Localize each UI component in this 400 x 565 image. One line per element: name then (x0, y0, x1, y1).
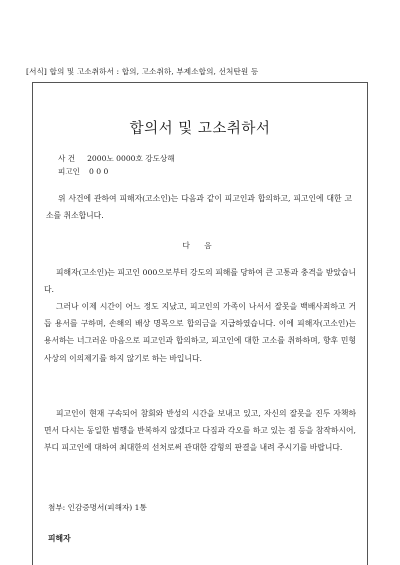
body-text: 피해자(고소인)는 피고인 000으로부터 강도의 피해를 당하여 큰 고통과 충격을 받았습니다. (44, 268, 356, 295)
case-label: 사 건 (58, 154, 76, 163)
document-title: 합의서 및 고소취하서 (129, 121, 271, 137)
defendant-row (58, 166, 108, 177)
defendant-label: 피고인 (58, 167, 81, 176)
attachment-line: 첨부: 인감증명서(피해자) 1통 (48, 503, 147, 512)
defendant-value: 0 0 0 (89, 167, 109, 176)
victim-label: 피해자 (48, 534, 71, 543)
body-paragraph-3 (44, 405, 356, 457)
intro-text: 위 사건에 관하여 피해자(고소인)는 다음과 같이 피고인과 합의하고, 피고인에 대한 고소를 취소합니다. (46, 194, 352, 221)
case-value: 2000노 0000호 강도상해 (87, 154, 175, 163)
document-caption: [서식] 합의 및 고소취하서 : 합의, 고소취하, 부제소합의, 선처탄원 등 (26, 67, 259, 76)
intro-paragraph (46, 190, 352, 224)
section-heading: 다 음 (182, 241, 218, 250)
body-paragraph-2 (44, 298, 356, 367)
case-row (58, 153, 175, 164)
body-text: 그러나 이제 시간이 어느 정도 지났고, 피고인의 가족이 나서서 잘못을 백배사죄하고 거듭 용서를 구하며, 손해의 배상 명목으로 합의금을 지급하였습니다. 이에 피해자(고소인)는 용서하는 너그러운 마음으로 피고인과 합의하고, 피고인에 대한 고소를 취하하며, 향후 민형사상의 이의제기를 하지 않기로 하는 바입니다. (44, 302, 356, 363)
body-paragraph-1 (44, 264, 356, 298)
body-text: 피고인이 현재 구속되어 참회와 반성의 시간을 보내고 있고, 자신의 잘못을 진두 자책하면서 다시는 동일한 범행을 반복하지 않겠다고 다짐과 각오를 하고 있는 점 등을 참작하시어, 부디 피고인에 대하여 최대한의 선처로써 관대한 감형의 판결을 내려 주시기를 바랍니다. (44, 409, 356, 453)
